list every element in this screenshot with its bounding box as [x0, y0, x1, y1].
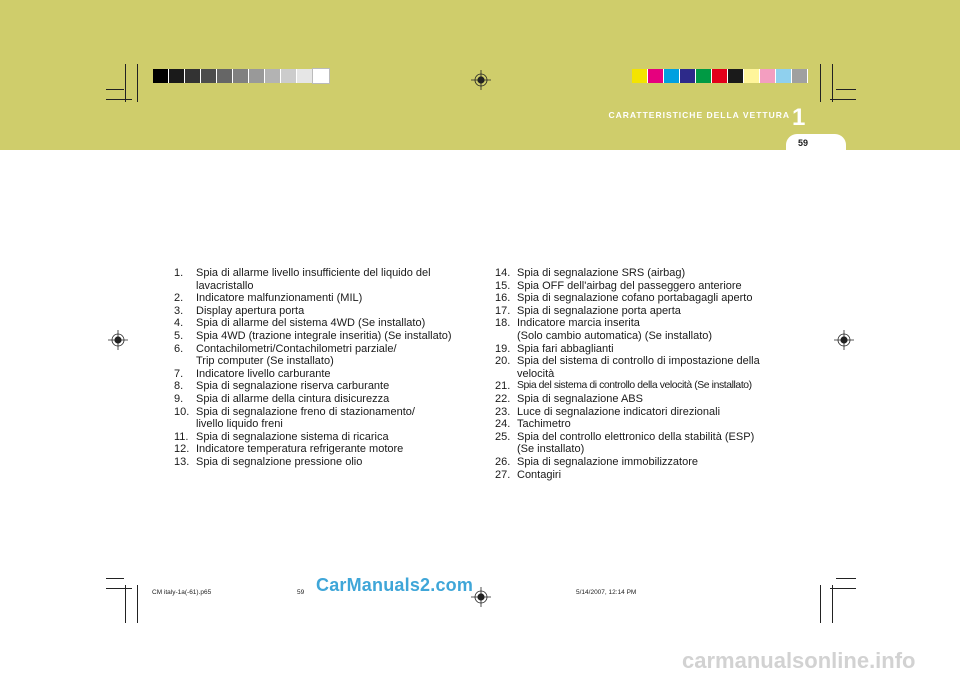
list-item [495, 343, 785, 356]
list-item-number: 14. [495, 267, 511, 279]
chapter-number: 1 [792, 104, 806, 131]
list-item-number: 3. [174, 304, 184, 317]
list-item-text: Spia di segnalazione cofano portabagagli aperto [517, 292, 753, 305]
color-swatch [201, 69, 217, 83]
crop-mark [836, 89, 856, 90]
list-item-number: 19. [495, 342, 511, 355]
list-item-number: 11. [174, 430, 189, 443]
list-item-text: Spia OFF dell'airbag del passeggero anteriore [517, 279, 742, 292]
list-item-number: 21. [495, 380, 511, 393]
list-item-number: 1. [174, 267, 184, 279]
registration-mark-icon [834, 330, 854, 350]
list-item-number [174, 418, 196, 431]
list-item-text: Luce di segnalazione indicatori direzionali [517, 405, 721, 418]
process-color-bar [632, 69, 808, 83]
list-item [174, 267, 462, 280]
list-item-number: 9. [174, 392, 184, 405]
list-item [495, 443, 785, 456]
crop-mark [137, 64, 138, 102]
crop-mark [106, 588, 132, 589]
list-item-text: Spia di segnalazione freno di stazionamento/ [196, 405, 415, 418]
list-item-number [495, 368, 517, 381]
indicator-list-left [174, 267, 462, 469]
list-item-number: 16. [495, 292, 511, 305]
list-item-number: 5. [174, 329, 184, 342]
crop-mark [832, 64, 833, 102]
list-item-number: 25. [495, 430, 511, 443]
list-item [495, 469, 785, 482]
list-item [495, 317, 785, 330]
list-item-number: 4. [174, 317, 184, 330]
registration-mark-icon [471, 70, 491, 90]
list-item-text: Spia del sistema di controllo di impostazione della [517, 355, 760, 368]
list-item [174, 431, 462, 444]
list-item [495, 431, 785, 444]
list-item-text: Indicatore livello carburante [196, 367, 331, 380]
list-item [495, 393, 785, 406]
list-item [495, 267, 785, 280]
list-item-number: 13. [174, 455, 190, 468]
color-swatch [217, 69, 233, 83]
section-title: CARATTERISTICHE DELLA VETTURA [608, 110, 790, 120]
list-item-number: 20. [495, 355, 511, 368]
color-swatch [776, 69, 792, 83]
color-swatch [664, 69, 680, 83]
list-item-number: 27. [495, 468, 511, 481]
grayscale-color-bar [153, 69, 329, 83]
list-item-text: (Se installato) [517, 443, 585, 456]
list-item [174, 393, 462, 406]
color-swatch [744, 69, 760, 83]
list-item-number [495, 330, 517, 343]
list-item-number: 26. [495, 455, 511, 468]
crop-mark [832, 585, 833, 623]
list-item [174, 443, 462, 456]
list-item [495, 406, 785, 419]
list-item-text: Spia di segnalazione porta aperta [517, 304, 681, 317]
list-item-text: Display apertura porta [196, 304, 305, 317]
list-item-number: 8. [174, 380, 184, 393]
list-item-text: Spia di allarme della cintura disicurezza [196, 392, 390, 405]
list-item-number [174, 355, 196, 368]
list-item [174, 418, 462, 431]
list-item-number [495, 443, 517, 456]
list-item-number: 10. [174, 405, 190, 418]
crop-mark [137, 585, 138, 623]
list-item-number: 22. [495, 392, 511, 405]
indicator-list-right [495, 267, 785, 481]
list-item [174, 368, 462, 381]
footer-timestamp: 5/14/2007, 12:14 PM [576, 589, 637, 596]
list-item-text: Spia di segnalazione riserva carburante [196, 380, 390, 393]
list-item [495, 330, 785, 343]
color-swatch [680, 69, 696, 83]
list-item-number: 7. [174, 367, 184, 380]
color-swatch [249, 69, 265, 83]
list-item [495, 380, 785, 393]
list-item-text: livello liquido freni [196, 418, 283, 431]
crop-mark [106, 578, 124, 579]
list-item [495, 368, 785, 381]
color-swatch [297, 69, 313, 83]
list-item [174, 317, 462, 330]
list-item [495, 456, 785, 469]
list-item [495, 418, 785, 431]
color-swatch [712, 69, 728, 83]
list-item-text: Contagiri [517, 468, 562, 481]
list-item [174, 343, 462, 356]
list-item-number: 2. [174, 292, 184, 305]
color-swatch [281, 69, 297, 83]
color-swatch [648, 69, 664, 83]
list-item [495, 305, 785, 318]
list-item [174, 305, 462, 318]
list-item-number: 24. [495, 418, 511, 431]
list-item [174, 292, 462, 305]
registration-mark-icon [108, 330, 128, 350]
list-item-text: (Solo cambio automatica) (Se installato) [517, 329, 713, 342]
list-item-text: Contachilometri/Contachilometri parziale/ [196, 342, 397, 355]
crop-mark [830, 588, 856, 589]
color-swatch [696, 69, 712, 83]
list-item-text: Spia di segnalazione SRS (airbag) [517, 267, 686, 279]
watermark-carmanuals2: CarManuals2.com [316, 575, 474, 595]
crop-mark [830, 99, 856, 100]
crop-mark [106, 99, 132, 100]
list-item [495, 292, 785, 305]
page-number: 59 [797, 138, 808, 148]
list-item-number: 12. [174, 443, 190, 456]
list-item-text: Spia 4WD (trazione integrale inseritia) (Se installato) [196, 329, 452, 342]
color-swatch [265, 69, 281, 83]
list-item [174, 456, 462, 469]
footer-page: 59 [297, 589, 305, 596]
list-item [174, 330, 462, 343]
registration-mark-icon [471, 587, 491, 607]
list-item-text: Indicatore marcia inserita [517, 317, 640, 330]
color-swatch [792, 69, 808, 83]
list-item-text: Spia di segnalazione ABS [517, 392, 643, 405]
list-item-text: Spia di segnalazione sistema di ricarica [196, 430, 389, 443]
crop-mark [820, 585, 821, 623]
list-item-number: 17. [495, 304, 511, 317]
list-item [174, 380, 462, 393]
list-item-text: Spia di segnalzione pressione olio [196, 455, 363, 468]
crop-mark [106, 89, 124, 90]
crop-mark [836, 578, 856, 579]
color-swatch [632, 69, 648, 83]
color-swatch [728, 69, 744, 83]
color-swatch [153, 69, 169, 83]
color-swatch [233, 69, 249, 83]
list-item-number [174, 280, 196, 293]
list-item [174, 406, 462, 419]
list-item [174, 355, 462, 368]
crop-mark [820, 64, 821, 102]
watermark-carmanualsonline: carmanualsonline.info [682, 648, 916, 673]
crop-mark [125, 585, 126, 623]
list-item-number: 15. [495, 279, 511, 292]
list-item [495, 355, 785, 368]
list-item-text: Indicatore temperatura refrigerante motore [196, 443, 404, 456]
color-swatch [313, 69, 329, 83]
list-item-text: velocità [517, 367, 555, 380]
list-item-text: Tachimetro [517, 418, 571, 431]
color-swatch [760, 69, 776, 83]
list-item-text: Spia di allarme del sistema 4WD (Se installato) [196, 317, 426, 330]
list-item-text: lavacristallo [196, 279, 254, 292]
list-item-text: Spia del sistema di controllo della velocità (Se installato) [517, 380, 752, 392]
list-item-text: Spia di segnalazione immobilizzatore [517, 455, 698, 468]
list-item-text: Indicatore malfunzionamenti (MIL) [196, 292, 363, 305]
list-item [174, 280, 462, 293]
list-item-number: 18. [495, 317, 511, 330]
list-item-text: Spia di allarme livello insufficiente del liquido del [196, 267, 431, 279]
crop-mark [125, 64, 126, 102]
color-swatch [169, 69, 185, 83]
color-swatch [185, 69, 201, 83]
list-item [495, 280, 785, 293]
footer-file-name: CM italy-1a(-61).p65 [152, 589, 212, 596]
list-item-number: 6. [174, 342, 184, 355]
list-item-number: 23. [495, 405, 511, 418]
list-item-text: Trip computer (Se installato) [196, 355, 334, 368]
list-item-text: Spia del controllo elettronico della stabilità (ESP) [517, 430, 755, 443]
list-item-text: Spia fari abbaglianti [517, 342, 614, 355]
